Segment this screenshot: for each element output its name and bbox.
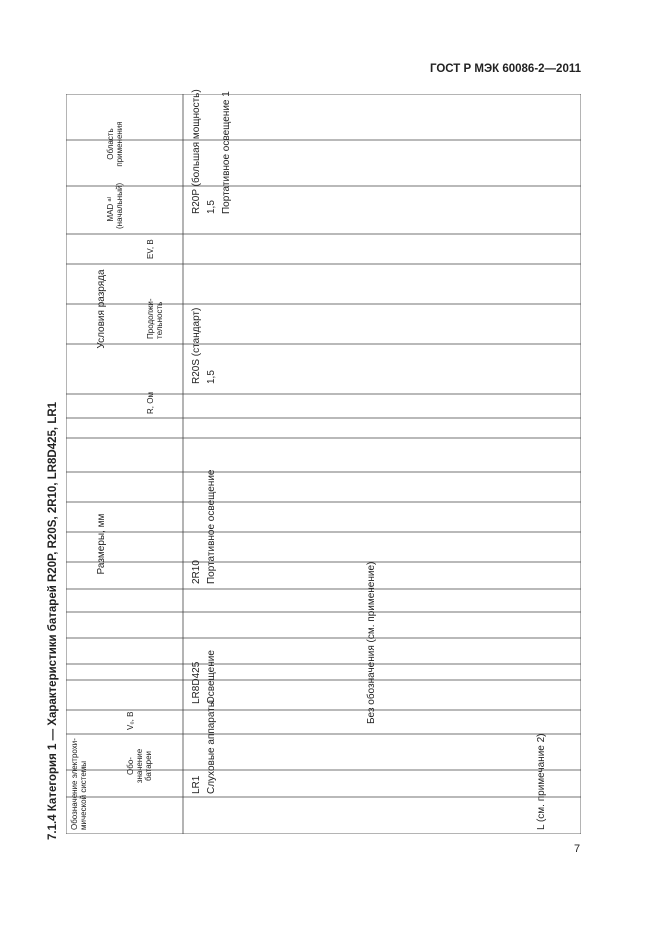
header-conditions: Условия разряда [96, 269, 107, 349]
lr1-designation: LR1 [191, 775, 202, 794]
r20p-voltage: 1,5 [206, 200, 217, 214]
group-no-designation: Без обозначения (см. применение) [366, 561, 377, 724]
header-voltage: V₀, В [126, 711, 135, 730]
r20s-designation: R20S (стандарт) [191, 307, 202, 384]
header-system: Обозначение электрохи- мической системы [70, 738, 88, 830]
r20p-designation: R20P (большая мощность) [191, 89, 202, 214]
header-designation: Обо- значение батареи [126, 748, 153, 784]
group-l: L (см. примечание 2) [536, 733, 547, 830]
r20p-area-1: Портативное освещение 1 [221, 91, 232, 214]
2r10-area: Портативное освещение [206, 469, 217, 584]
header-mad: MAD ᵃ⁾ (начальный) [106, 182, 124, 229]
header-r: R, Ом [146, 392, 155, 414]
2r10-designation: 2R10 [191, 560, 202, 584]
header-dimensions: Размеры, мм [96, 513, 107, 575]
header-ev: EV, В [146, 239, 155, 259]
lr8d425-designation: LR8D425 [191, 661, 202, 704]
page-number: 7 [574, 843, 581, 855]
table-title: 7.1.4 Категория 1 — Характеристики батарей R20P, R20S, 2R10, LR8D425, LR1 [47, 401, 59, 840]
lr8d425-area: Освещение [206, 650, 217, 704]
r20s-voltage: 1,5 [206, 370, 217, 384]
lr1-area: Слуховые аппараты [206, 700, 217, 794]
table-grid [66, 94, 581, 834]
document-header: ГОСТ Р МЭК 60086-2—2011 [429, 63, 581, 75]
header-duration: Продолжи- тельность [146, 298, 164, 339]
header-area: Область применения [106, 121, 124, 167]
battery-table [66, 89, 581, 834]
